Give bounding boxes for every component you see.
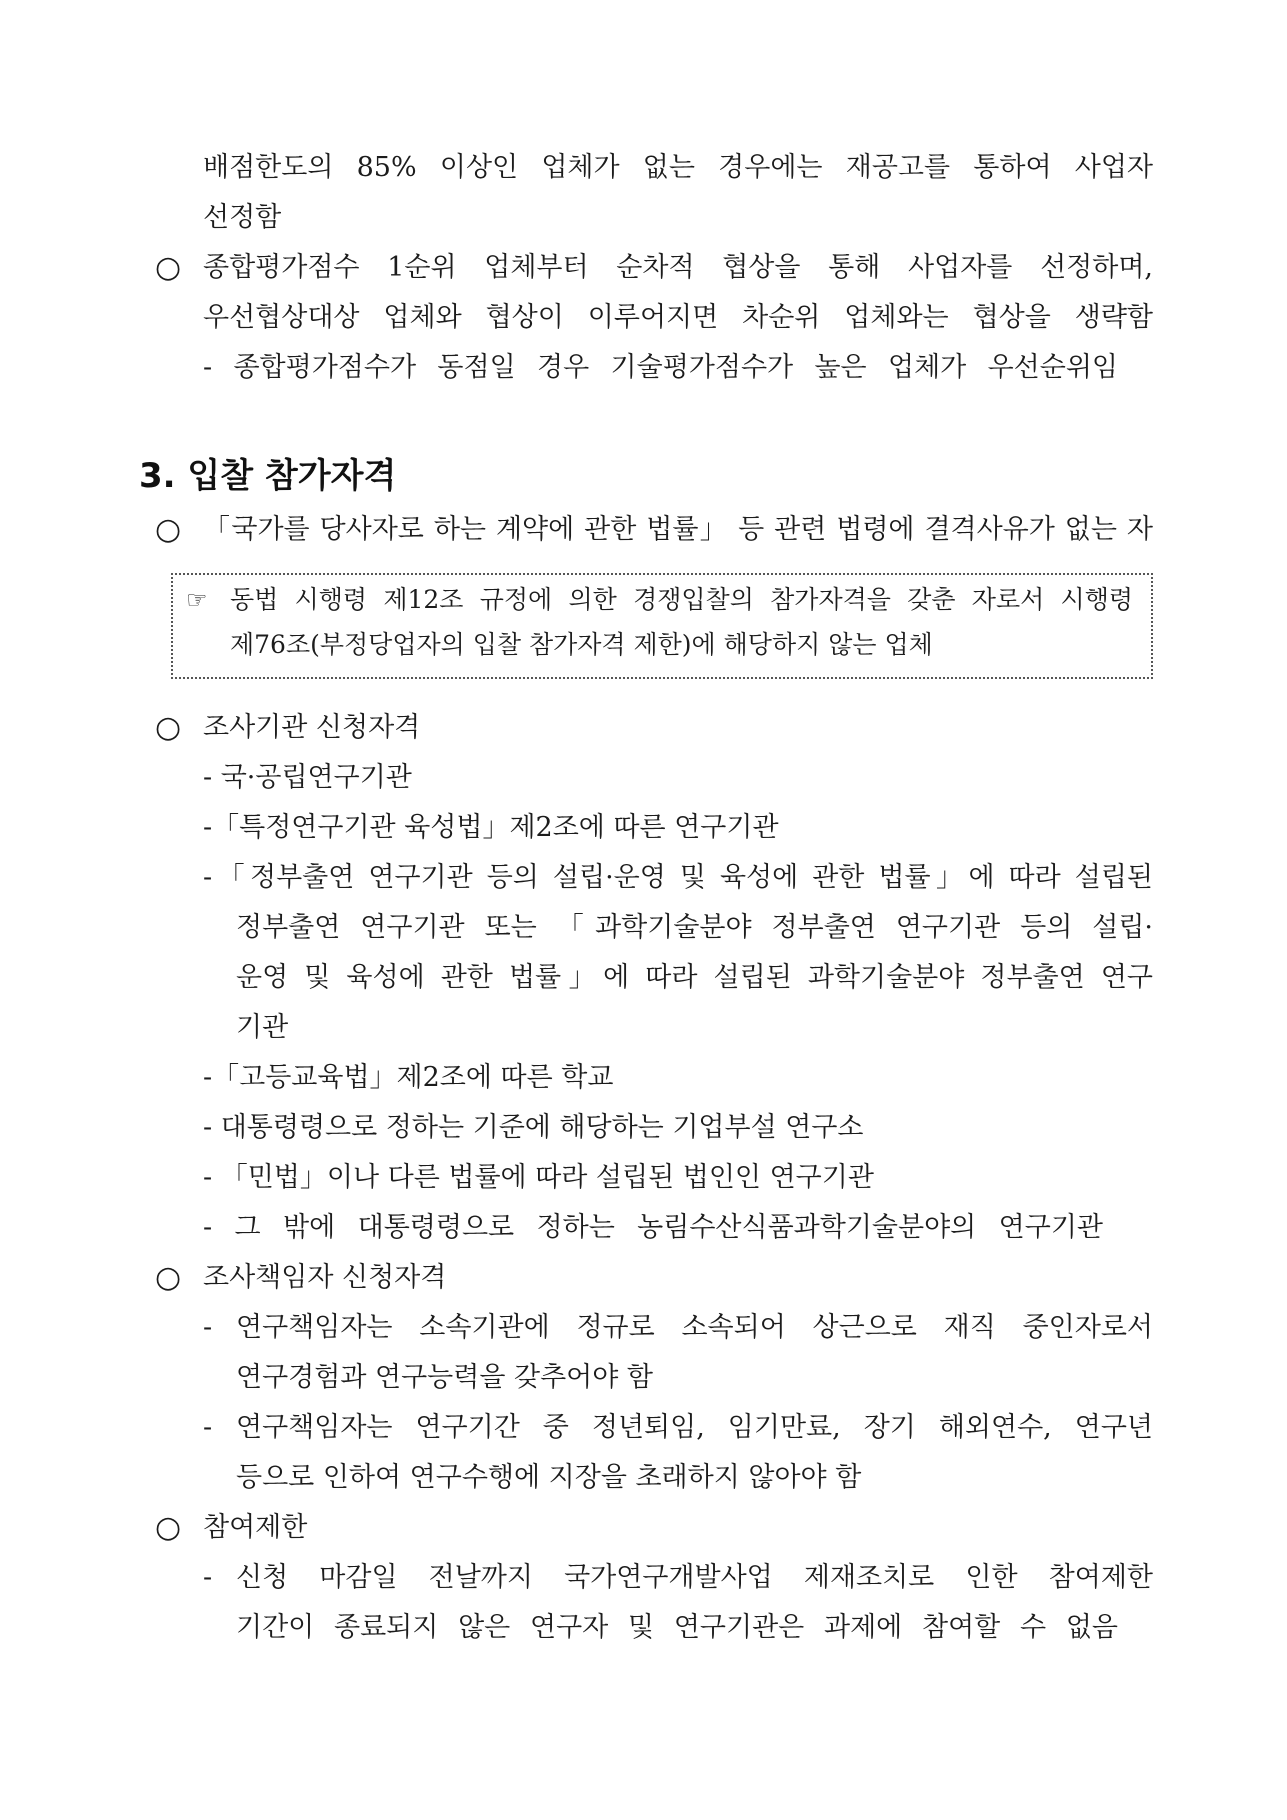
dash-marker: - [203,1562,213,1593]
dash-marker: - [203,1412,213,1443]
sub-item-continuation: 기관 [236,1012,289,1043]
sub-item-continuation: 등으로 인하여 연구수행에 지장을 초래하지 않아야 함 [236,1462,862,1493]
sub-item: - 대통령령으로 정하는 기준에 해당하는 기업부설 연구소 [203,1112,864,1143]
sub-item: -「정부출연 연구기관 등의 설립·운영 및 육성에 관한 법률」에 따라 설립된 [203,862,1153,893]
sub-item: - 종합평가점수가 동점일 경우 기술평가점수가 높은 업체가 우선순위임 [203,352,1118,383]
circle-bullet-icon: ○ [155,512,182,547]
sub-item: - 그 밖에 대통령령으로 정하는 농림수산식품과학기술분야의 연구기관 [203,1212,1103,1243]
sub-item: - 국·공립연구기관 [203,762,412,793]
circle-bullet-icon: ○ [155,1260,182,1295]
sub-item-continuation: 기간이 종료되지 않은 연구자 및 연구기관은 과제에 참여할 수 없음 [236,1612,1118,1643]
dash-marker: - [203,1312,213,1343]
circle-bullet-icon: ○ [155,1510,182,1545]
paragraph-line: 우선협상대상 업체와 협상이 이루어지면 차순위 업체와는 협상을 생략함 [203,302,1153,333]
sub-item: 연구책임자는 연구기간 중 정년퇴임, 임기만료, 장기 해외연수, 연구년 [236,1412,1153,1443]
sub-item: - 「민법」이나 다른 법률에 따라 설립된 법인인 연구기관 [203,1162,874,1193]
paragraph-line: 선정함 [203,202,282,233]
item-title: 참여제한 [203,1512,308,1543]
note-line: 동법 시행령 제12조 규정에 의한 경쟁입찰의 참가자격을 갖춘 자로서 시행령 [230,585,1133,614]
sub-item-continuation: 정부출연 연구기관 또는 「과학기술분야 정부출연 연구기관 등의 설립· [236,912,1153,943]
note-line: 제76조(부정당업자의 입찰 참가자격 제한)에 해당하지 않는 업체 [230,630,933,659]
item-text: 「국가를 당사자로 하는 계약에 관한 법률」 등 관련 법령에 결격사유가 없는 자 [203,514,1153,545]
item-title: 조사기관 신청자격 [203,712,421,743]
pointing-hand-icon: ☞ [186,586,208,614]
item-title: 조사책임자 신청자격 [203,1262,447,1293]
sub-item-continuation: 연구경험과 연구능력을 갖추어야 함 [236,1362,653,1393]
circle-bullet-icon: ○ [155,710,182,745]
sub-item: -「특정연구기관 육성법」제2조에 따른 연구기관 [203,812,779,843]
section-heading: 3. 입찰 참가자격 [139,456,397,496]
sub-item-continuation: 운영 및 육성에 관한 법률」에 따라 설립된 과학기술분야 정부출연 연구 [236,962,1153,993]
sub-item: 연구책임자는 소속기관에 정규로 소속되어 상근으로 재직 중인자로서 [236,1312,1153,1343]
circle-bullet-icon: ○ [155,250,182,285]
paragraph-line: 배점한도의 85% 이상인 업체가 없는 경우에는 재공고를 통하여 사업자 [203,152,1153,183]
sub-item: 신청 마감일 전날까지 국가연구개발사업 제재조치로 인한 참여제한 [236,1562,1153,1593]
paragraph-line: 종합평가점수 1순위 업체부터 순차적 협상을 통해 사업자를 선정하며, [203,252,1153,283]
sub-item: -「고등교육법」제2조에 따른 학교 [203,1062,614,1093]
